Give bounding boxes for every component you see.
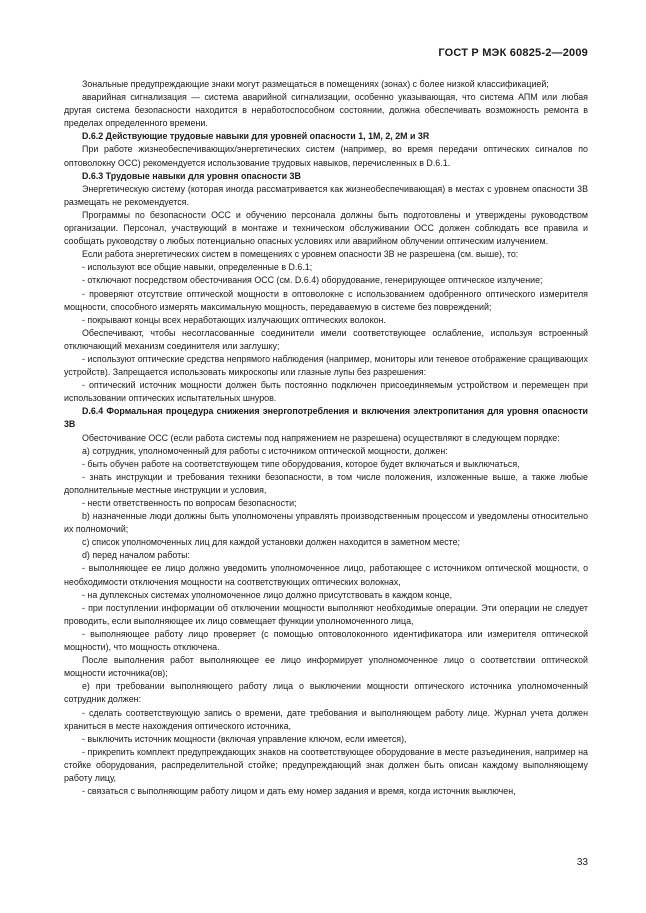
paragraph: аварийная сигнализация — система аварийной сигнализации, особенно указывающая, что система АПМ или любая другая система безопасности находится в неработоспособном состоянии, должна обеспечивать возможность ремонта в пределах определенного времени. (64, 92, 588, 129)
paragraph: d) перед началом работы: (82, 550, 191, 561)
paragraph: - отключают посредством обесточивания ОСС (см. D.6.4) оборудование, генерирующее оптическое излучение; (82, 275, 543, 286)
paragraph: Обеспечивают, чтобы несогласованные соединители имели соответствующее ослабление, используя встроенный отключающий механизм соединителя или заглушку; (64, 327, 588, 351)
paragraph: - на дуплексных системах уполномоченное лицо должно присутствовать в каждом конце, (82, 589, 453, 600)
paragraph: - быть обучен работе на соответствующем типе оборудования, которое будет включаться и выключаться, (82, 458, 520, 469)
paragraph: Если работа энергетических систем в помещениях с уровнем опасности 3В не разрешена (см. выше), то: (82, 249, 519, 260)
paragraph: При работе жизнеобеспечивающих/энергетических систем (например, во время передачи оптических сигналов по оптоволокну ОСС) рекомендуется использование трудовых навыков, перечисленных в D.6.1. (64, 144, 588, 168)
section-heading: D.6.3 Трудовые навыки для уровня опасности 3В (82, 170, 301, 181)
paragraph: c) список уполномоченных лиц для каждой установки должен находится в заметном месте; (82, 537, 461, 548)
paragraph: - связаться с выполняющим работу лицом и дать ему номер задания и время, когда источник выключен, (82, 786, 516, 797)
paragraph: Программы по безопасности ОСС и обучению персонала должны быть подготовлены и утверждены руководством организации. Персонал, участвующий в монтаже и техническом обслуживании ОСС должен соблюдать все правила и сообщать руководству о любых потенциально опасных условиях или аварийном облучении оптическим излучением. (64, 209, 588, 247)
standard-header: ГОСТ Р МЭК 60825-2—2009 (438, 47, 588, 59)
section-heading: D.6.2 Действующие трудовые навыки для уровней опасности 1, 1М, 2, 2М и 3R (82, 131, 430, 142)
paragraph: Зональные предупреждающие знаки могут размещаться в помещениях (зонах) с более низкой классификацией; (82, 79, 549, 89)
paragraph: - выполняющее ее лицо должно уведомить уполномоченное лицо, работающее с источником оптической мощности, о необходимости отключения мощности на соответствующих оптических волокнах, (64, 563, 588, 587)
paragraph: - выключить источник мощности (включая управление ключом, если имеется), (82, 733, 407, 744)
paragraph: - используют все общие навыки, определенные в D.6.1; (82, 262, 313, 273)
paragraph: b) назначенные люди должны быть уполномочены управлять производственным процессом и уведомлены относительно их полномочий; (64, 511, 588, 535)
document-body (64, 78, 588, 798)
paragraph: - прикрепить комплект предупреждающих знаков на соответствующее оборудование в месте разъединения, например на стойке оборудования, распределительной стойке; предупреждающий знак должен быть описан каждому выполняющему работу лицу, (64, 746, 588, 783)
paragraph: - знать инструкции и требования техники безопасности, в том числе положения, изложенные выше, а также любые дополнительные местные инструкции и условия, (64, 471, 588, 495)
paragraph: - нести ответственность по вопросам безопасности; (82, 498, 297, 508)
section-heading: D.6.4 Формальная процедура снижения энергопотребления и включения электропитания для уровня опасности 3В (64, 406, 588, 430)
paragraph: - сделать соответствующую запись о времени, дате требования и выполняющем работу лице. Журнал учета должен храниться в месте нахождения оптического источника, (64, 707, 588, 731)
paragraph: После выполнения работ выполняющее ее лицо информирует уполномоченное лицо о соответствии оптической мощности источника(ов); (64, 655, 588, 679)
paragraph: - проверяют отсутствие оптической мощности в оптоволокне с использованием одобренного оптического измерителя мощности, способного измерять максимальную мощность, передаваемую в системе без повреждений; (64, 288, 588, 312)
paragraph: - при поступлении информации об отключении мощности выполняют необходимые операции. Эти операции не следует проводить, если выполняющее их лицо совмещает функции уполномоченного лица, (64, 602, 588, 626)
paragraph: e) при требовании выполняющего работу лица о выключении мощности оптического источника уполномоченный сотрудник должен: (64, 681, 588, 705)
paragraph: - покрывают концы всех неработающих излучающих оптических волокон. (82, 314, 386, 325)
paragraph: Энергетическую систему (которая иногда рассматривается как жизнеобеспечивающая) в местах с уровнем опасности 3В размещать не рекомендуется. (64, 183, 588, 207)
paragraph: а) сотрудник, уполномоченный для работы с источником оптической мощности, должен: (82, 445, 448, 456)
paragraph: - используют оптические средства непрямого наблюдения (например, мониторы или теневое отображение сращивающих устройств). Запрещается использовать микроскопы или глазные лупы без разрешения: (64, 353, 588, 378)
page-number: 33 (576, 857, 588, 868)
paragraph: - оптический источник мощности должен быть постоянно подключен присоединяемым устройством и перемещен при использовании оптических испытательных шнуров. (64, 380, 588, 404)
paragraph: - выполняющее работу лицо проверяет (с помощью оптоволоконного идентификатора или измерителя оптической мощности), что мощность отключена. (64, 628, 588, 653)
paragraph: Обесточивание ОСС (если работа системы под напряжением не разрешена) осуществляют в следующем порядке: (82, 432, 560, 443)
